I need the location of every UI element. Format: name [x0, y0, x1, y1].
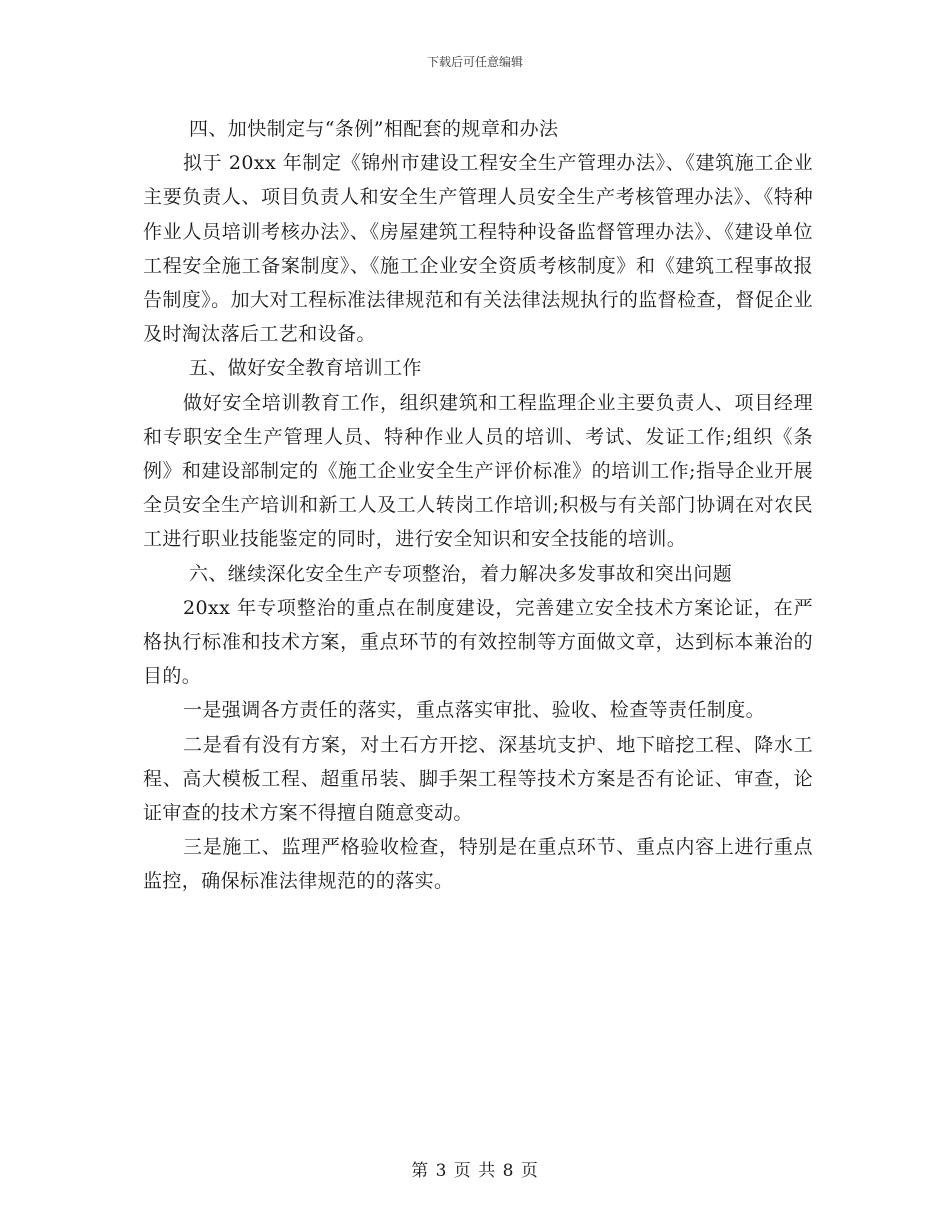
paragraph-special-rectification: 20xx 年专项整治的重点在制度建设，完善建立安全技术方案论证，在严格执行标准和技术方案，重点环节的有效控制等方面做文章，达到标本兼治的目的。 [143, 596, 813, 688]
paragraph-regulations-plan: 拟于 20xx 年制定《锦州市建设工程安全生产管理办法》、《建筑施工企业主要负责人、项目负责人和安全生产管理人员安全生产考核管理办法》、《特种作业人员培训考核办法》、《房屋建筑工程特种设备监督管理办法》、《建设单位工程安全施工备案制度》、《施工企业安全资质考核制度》和《建筑工程事故报告制度》。加大对工程标准法律规范和有关法律法规执行的监督检查，督促企业及时淘汰落后工艺和设备。 [143, 152, 813, 346]
header-note: 下载后可任意编辑 [426, 55, 523, 69]
paragraph-training: 做好安全培训教育工作，组织建筑和工程监理企业主要负责人、项目经理和专职安全生产管理人员、特种作业人员的培训、考试、发证工作;组织《条例》和建设部制定的《施工企业安全生产评价标准》的培训工作;指导企业开展全员安全生产培训和新工人及工人转岗工作培训;积极与有关部门协调在对农民工进行职业技能鉴定的同时，进行安全知识和安全技能的培训。 [143, 391, 813, 551]
paragraph-point-one: 一是强调各方责任的落实，重点落实审批、验收、检查等责任制度。 [183, 699, 766, 722]
section-heading-5: 五、做好安全教育培训工作 [189, 357, 422, 380]
paragraph-point-three: 三是施工、监理严格验收检查，特别是在重点环节、重点内容上进行重点监控，确保标准法律规范的的落实。 [143, 836, 813, 893]
section-heading-4: 四、加快制定与“条例”相配套的规章和办法 [189, 118, 559, 140]
document-body [143, 112, 813, 899]
page-number: 第 3 页 共 8 页 [411, 1161, 539, 1181]
section-heading-6: 六、继续深化安全生产专项整治，着力解决多发事故和突出问题 [189, 562, 733, 585]
paragraph-point-two: 二是看有没有方案，对土石方开挖、深基坑支护、地下暗挖工程、降水工程、高大模板工程、超重吊装、脚手架工程等技术方案是否有论证、审查，论证审查的技术方案不得擅自随意变动。 [143, 733, 813, 825]
